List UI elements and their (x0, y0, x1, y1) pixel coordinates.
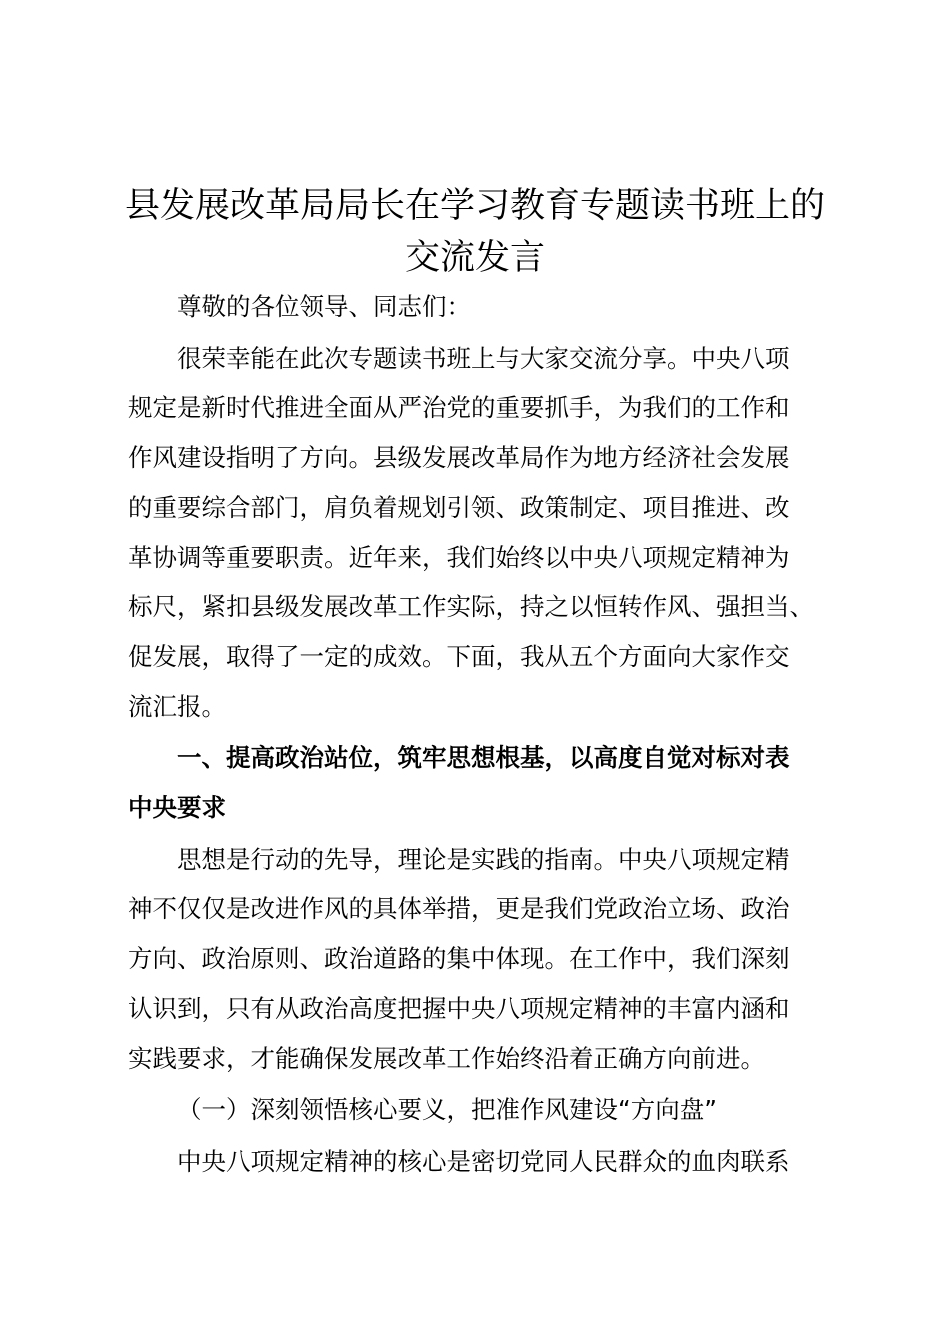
document-title (100, 180, 850, 284)
text-line: 促发展，取得了一定的成效。下面，我从五个方面向大家作交 (128, 641, 790, 671)
salutation (128, 282, 833, 332)
title-line-1: 县发展改革局局长在学习教育专题读书班上的 (124, 186, 825, 226)
text-line: 的重要综合部门，肩负着规划引领、政策制定、项目推进、改 (128, 492, 790, 522)
subheading-line: （一）深刻领悟核心要义，把准作风建设“方向盘” (177, 1095, 717, 1125)
text-line: 规定是新时代推进全面从严治党的重要抓手，为我们的工作和 (128, 393, 790, 423)
text-line: 革协调等重要职责。近年来，我们始终以中央八项规定精神为 (128, 542, 790, 572)
heading-line: 一、提高政治站位，筑牢思想根基，以高度自觉对标对表 (177, 743, 790, 773)
heading-line: 中央要求 (128, 793, 226, 823)
text-line: 思想是行动的先导，理论是实践的指南。中央八项规定精 (177, 844, 790, 874)
text-line: 标尺，紧扣县级发展改革工作实际，持之以恒转作风、强担当、 (128, 592, 814, 622)
text-line: 中央八项规定精神的核心是密切党同人民群众的血肉联系 (177, 1146, 790, 1176)
paragraph-3 (128, 1137, 833, 1187)
text-line: 很荣幸能在此次专题读书班上与大家交流分享。中央八项 (177, 343, 790, 373)
text-line: 方向、政治原则、政治道路的集中体现。在工作中，我们深刻 (128, 944, 790, 974)
text-line: 作风建设指明了方向。县级发展改革局作为地方经济社会发展 (128, 443, 790, 473)
section-heading-1 (128, 733, 833, 832)
paragraph-1 (128, 334, 833, 732)
title-line-2: 交流发言 (404, 238, 545, 278)
salutation-line: 尊敬的各位领导、同志们： (177, 292, 471, 321)
subheading-1 (128, 1085, 833, 1135)
text-line: 流汇报。 (128, 691, 226, 721)
text-line: 实践要求，才能确保发展改革工作始终沿着正确方向前进。 (128, 1043, 765, 1073)
document-body (128, 282, 833, 1189)
text-line: 认识到，只有从政治高度把握中央八项规定精神的丰富内涵和 (128, 993, 790, 1023)
text-line: 神不仅仅是改进作风的具体举措，更是我们党政治立场、政治 (128, 894, 790, 924)
paragraph-2 (128, 835, 833, 1084)
